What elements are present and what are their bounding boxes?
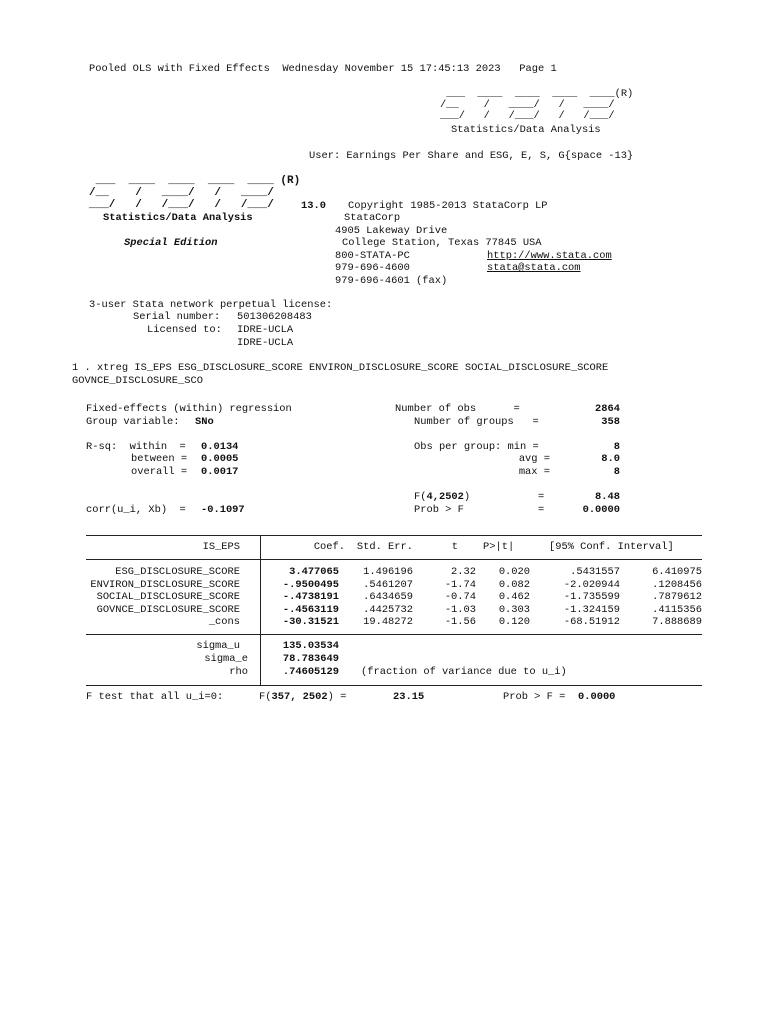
report-datetime: Wednesday November 15 17:45:13 2023 (282, 63, 501, 75)
report-page: Page 1 (519, 63, 557, 75)
row-hi-cell: 6.410975 (652, 566, 702, 578)
obs-avg-value: 8.0 (601, 453, 620, 465)
ftest-prob-value: 0.0000 (578, 691, 616, 703)
copyright: Copyright 1985-2013 StataCorp LP (348, 200, 548, 212)
address-line1: 4905 Lakeway Drive (335, 225, 448, 237)
rsq-between-label: between = (131, 453, 188, 465)
row-p-cell: 0.462 (498, 591, 530, 603)
row-variable-name: ESG_DISCLOSURE_SCORE (115, 566, 240, 578)
stata-version: 13.0 (301, 200, 326, 212)
ftest-label: F test that all u_i=0: (86, 691, 224, 703)
ftest-post: ) = (327, 691, 347, 703)
row-se-cell: .4425732 (363, 603, 413, 616)
serial-number: 501306208483 (237, 311, 312, 323)
big-stata-logo-line3: ___/ / /___/ / /___/ (89, 199, 274, 211)
row-hi-cell: 7.888689 (652, 616, 702, 628)
serial-label: Serial number: (133, 311, 221, 323)
ftest-pre: F( (259, 691, 272, 703)
row-coef-cell: -.4738191 (282, 591, 339, 603)
obs-min-value: 8 (613, 441, 620, 453)
fax: 979-696-4601 (fax) (335, 275, 448, 287)
group-variable-label: Group variable: (86, 416, 180, 428)
row-coef-cell: 3.477065 (289, 566, 339, 578)
row-variable-name: _cons (208, 616, 240, 628)
row-variable-name: ENVIRON_DISCLOSURE_SCORE (90, 578, 240, 591)
stata-email-link[interactable]: stata@stata.com (487, 262, 581, 274)
stata-url-link[interactable]: http://www.stata.com (487, 250, 612, 262)
corr-label: corr(u_i, Xb) = (86, 504, 186, 516)
ngroups-value: 358 (601, 416, 620, 428)
f-stat-label (414, 491, 470, 503)
obs-max-value: 8 (613, 466, 620, 478)
small-logo-tagline: Statistics/Data Analysis (451, 124, 601, 136)
row-coef-cell: -.4563119 (282, 603, 339, 616)
obs-avg-label: avg = (518, 453, 550, 465)
rsq-within-label: R-sq: within = (86, 441, 186, 453)
big-stata-logo-line1: ___ ____ ____ ____ ____ (R) (89, 175, 301, 187)
row-lo-cell: -1.735599 (563, 591, 620, 603)
row-hi-cell: .7879612 (652, 591, 702, 603)
ftest-df: 357, 2502 (271, 691, 328, 703)
col-p: P>|t| (483, 541, 515, 553)
sigma-u-label: sigma_u (196, 640, 240, 652)
table-top-rule (86, 535, 702, 536)
row-t-cell: -1.74 (444, 578, 476, 591)
col-coef: Coef. (313, 541, 345, 553)
f-eq: = (538, 491, 545, 503)
sigma-u-value: 135.03534 (282, 640, 339, 652)
row-hi-cell: .4115356 (652, 603, 702, 616)
command-line2: GOVNCE_DISCLOSURE_SCO (72, 375, 203, 387)
row-se-cell: .6434659 (363, 591, 413, 603)
license-line: 3-user Stata network perpetual license: (89, 299, 333, 311)
ngroups-label: Number of groups = (414, 416, 539, 428)
command-line1: 1 . xtreg IS_EPS ESG_DISCLOSURE_SCORE ENVIRON_DISCLOSURE_SCORE SOCIAL_DISCLOSURE_SCORE (72, 362, 609, 374)
table-header-rule (86, 559, 702, 560)
rho-note: (fraction of variance due to u_i) (361, 666, 567, 678)
prob-f-value: 0.0000 (582, 504, 620, 516)
row-lo-cell: -68.51912 (563, 616, 620, 628)
licensed-to-label: Licensed to: (147, 324, 222, 336)
row-p-cell: 0.303 (498, 603, 530, 616)
row-variable-name: GOVNCE_DISCLOSURE_SCORE (96, 603, 240, 616)
big-logo-tagline: Statistics/Data Analysis (103, 212, 253, 224)
table-bottom-rule (86, 685, 702, 686)
f-stat-value: 8.48 (595, 491, 620, 503)
f-df: 4,2502 (426, 491, 464, 503)
user-line: User: Earnings Per Share and ESG, E, S, G{space -13} (309, 150, 634, 162)
address-line2: College Station, Texas 77845 USA (342, 237, 542, 249)
prob-f-eq: = (538, 504, 545, 516)
row-variable-name: SOCIAL_DISCLOSURE_SCORE (96, 591, 240, 603)
small-stata-logo-line2: /__ / ____/ / ____/ (440, 99, 615, 111)
rho-value: .74605129 (282, 666, 339, 678)
row-p-cell: 0.120 (498, 616, 530, 628)
sigma-e-value: 78.783649 (282, 653, 339, 665)
small-stata-logo-line1: ___ ____ ____ ____ ____(R) (440, 88, 634, 100)
licensee-1: IDRE-UCLA (237, 324, 294, 336)
report-header (89, 63, 557, 75)
row-se-cell: 19.48272 (363, 616, 413, 628)
row-t-cell: -1.03 (444, 603, 476, 616)
row-lo-cell: .5431557 (570, 566, 620, 578)
phone1: 800-STATA-PC (335, 250, 410, 262)
row-se-cell: 1.496196 (363, 566, 413, 578)
table-mid-rule (86, 634, 702, 635)
nobs-value: 2864 (595, 403, 620, 415)
row-t-cell: 2.32 (451, 566, 476, 578)
table-column-divider (260, 535, 261, 685)
group-variable-value: SNo (195, 416, 214, 428)
row-lo-cell: -2.020944 (563, 578, 620, 591)
rsq-overall-value: 0.0017 (201, 466, 239, 478)
row-hi-cell: .1208456 (652, 578, 702, 591)
rho-label: rho (229, 666, 248, 678)
col-ci: [95% Conf. Interval] (549, 541, 674, 553)
obs-max-label: max = (518, 466, 550, 478)
licensee-2: IDRE-UCLA (237, 337, 294, 349)
row-p-cell: 0.082 (498, 578, 530, 591)
report-title: Pooled OLS with Fixed Effects (89, 63, 270, 75)
rsq-within-value: 0.0134 (201, 441, 239, 453)
row-lo-cell: -1.324159 (563, 603, 620, 616)
f-post: ) (463, 491, 471, 503)
obs-min-label: Obs per group: min = (414, 441, 539, 453)
big-stata-logo-line2: /__ / ____/ / ____/ (89, 187, 274, 199)
phone2: 979-696-4600 (335, 262, 410, 274)
rsq-overall-label: overall = (131, 466, 188, 478)
row-t-cell: -0.74 (444, 591, 476, 603)
corr-value: -0.1097 (201, 504, 245, 516)
rsq-between-value: 0.0005 (201, 453, 239, 465)
company: StataCorp (344, 212, 401, 224)
depvar-header: IS_EPS (202, 541, 240, 553)
small-stata-logo-line3: ___/ / /___/ / /___/ (440, 110, 615, 122)
row-se-cell: .5461207 (363, 578, 413, 591)
row-t-cell: -1.56 (444, 616, 476, 628)
row-p-cell: 0.020 (498, 566, 530, 578)
ftest-prob-label: Prob > F = (503, 691, 566, 703)
sigma-e-label: sigma_e (204, 653, 248, 665)
prob-f-label: Prob > F (414, 504, 464, 516)
col-t: t (451, 541, 458, 553)
edition-label: Special Edition (124, 237, 218, 249)
ftest-stat (259, 691, 346, 703)
row-coef-cell: -30.31521 (282, 616, 339, 628)
col-se: Std. Err. (356, 541, 413, 553)
regression-type: Fixed-effects (within) regression (86, 403, 292, 415)
f-pre: F( (414, 491, 427, 503)
nobs-label: Number of obs = (395, 403, 520, 415)
ftest-value: 23.15 (393, 691, 425, 703)
row-coef-cell: -.9500495 (282, 578, 339, 591)
